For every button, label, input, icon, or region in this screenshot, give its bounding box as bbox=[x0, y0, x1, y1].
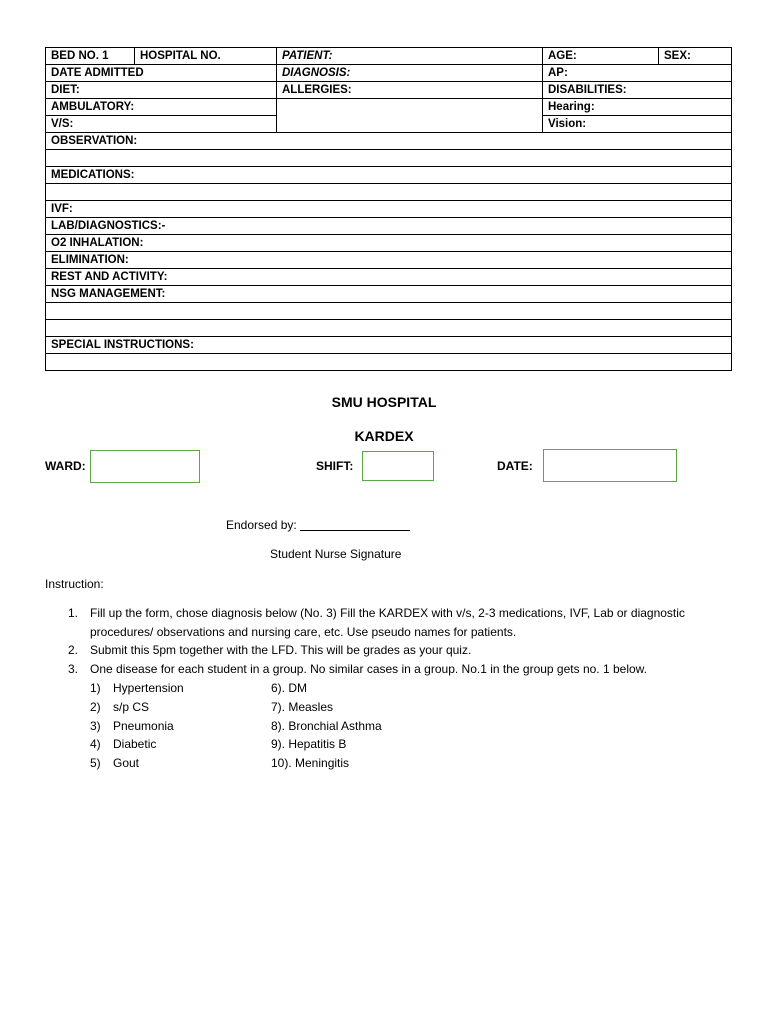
endorsed-by bbox=[226, 518, 410, 532]
list-item bbox=[90, 698, 382, 717]
step-number: 1. bbox=[68, 606, 79, 620]
table-row bbox=[46, 354, 732, 371]
signature-line[interactable] bbox=[300, 530, 410, 531]
blank-row[interactable] bbox=[46, 303, 732, 320]
disease-name-right: 6). DM bbox=[271, 681, 307, 695]
shift-input-box[interactable] bbox=[362, 451, 434, 481]
date-admitted-cell[interactable]: DATE ADMITTED bbox=[46, 65, 277, 82]
disease-name-right: 9). Hepatitis B bbox=[271, 737, 347, 752]
disease-name: Pneumonia bbox=[113, 718, 174, 733]
sex-cell[interactable]: SEX: bbox=[659, 48, 732, 65]
table-row bbox=[46, 218, 732, 235]
elimination-cell[interactable]: ELIMINATION: bbox=[46, 252, 732, 269]
disease-list bbox=[90, 679, 382, 773]
hospital-title: SMU HOSPITAL bbox=[331, 394, 437, 410]
kardex-table bbox=[45, 47, 732, 371]
table-row bbox=[46, 184, 732, 201]
disease-name-right: 8). Bronchial Asthma bbox=[271, 718, 382, 733]
list-item bbox=[68, 641, 728, 660]
step-number: 2. bbox=[68, 643, 79, 657]
step-text: One disease for each student in a group. No similar cases in a group. No.1 in the group gets no. 1 below. bbox=[90, 661, 647, 676]
rest-activity-cell[interactable]: REST AND ACTIVITY: bbox=[46, 269, 732, 286]
age-cell[interactable]: AGE: bbox=[543, 48, 659, 65]
disease-name: Diabetic bbox=[113, 737, 157, 752]
disease-number: 4) bbox=[90, 737, 101, 752]
blank-row[interactable] bbox=[46, 320, 732, 337]
table-row bbox=[46, 65, 732, 82]
ambulatory-cell[interactable]: AMBULATORY: bbox=[46, 99, 277, 116]
hospital-no-cell[interactable]: HOSPITAL NO. bbox=[135, 48, 277, 65]
blank-row[interactable] bbox=[46, 184, 732, 201]
step-text: Fill up the form, chose diagnosis below (No. 3) Fill the KARDEX with v/s, 2-3 medications, IVF, Lab or diagnostic procedures/ observations and nursing care, etc. Use pseudo names for patients. bbox=[90, 606, 685, 639]
vision-cell[interactable]: Vision: bbox=[543, 116, 732, 133]
table-row bbox=[46, 320, 732, 337]
o2-inhalation-cell[interactable]: O2 INHALATION: bbox=[46, 235, 732, 252]
table-row bbox=[46, 82, 732, 99]
table-row bbox=[46, 269, 732, 286]
instruction-label: Instruction: bbox=[45, 577, 104, 591]
special-instructions-cell[interactable]: SPECIAL INSTRUCTIONS: bbox=[46, 337, 732, 354]
endorsed-by-label: Endorsed by: bbox=[226, 518, 297, 532]
list-item bbox=[68, 604, 728, 641]
blank-cell[interactable] bbox=[277, 99, 543, 133]
list-item bbox=[68, 660, 728, 679]
table-row bbox=[46, 252, 732, 269]
instruction-steps bbox=[68, 604, 728, 678]
table-row bbox=[46, 303, 732, 320]
disease-number: 5) bbox=[90, 756, 101, 771]
medications-cell[interactable]: MEDICATIONS: bbox=[46, 167, 732, 184]
patient-cell[interactable]: PATIENT: bbox=[277, 48, 543, 65]
list-item bbox=[90, 735, 382, 754]
table-row bbox=[46, 48, 732, 65]
ward-label: WARD: bbox=[45, 459, 86, 473]
list-item bbox=[90, 754, 382, 773]
disease-number: 2) bbox=[90, 699, 101, 714]
hearing-cell[interactable]: Hearing: bbox=[543, 99, 732, 116]
ivf-cell[interactable]: IVF: bbox=[46, 201, 732, 218]
date-label: DATE: bbox=[497, 459, 533, 473]
disease-number: 1) bbox=[90, 681, 101, 695]
date-input-box[interactable] bbox=[543, 449, 677, 482]
table-row bbox=[46, 99, 732, 116]
disease-number: 3) bbox=[90, 718, 101, 733]
bed-no-cell[interactable]: BED NO. 1 bbox=[46, 48, 135, 65]
shift-label: SHIFT: bbox=[316, 459, 354, 473]
table-row bbox=[46, 235, 732, 252]
allergies-cell[interactable]: ALLERGIES: bbox=[277, 82, 543, 99]
list-item bbox=[90, 679, 382, 698]
step-text: Submit this 5pm together with the LFD. This will be grades as your quiz. bbox=[90, 643, 472, 657]
form-title: KARDEX bbox=[354, 428, 414, 444]
table-row bbox=[46, 201, 732, 218]
disease-name-right: 10). Meningitis bbox=[271, 756, 350, 771]
vs-cell[interactable]: V/S: bbox=[46, 116, 277, 133]
ap-cell[interactable]: AP: bbox=[543, 65, 732, 82]
disease-name: Gout bbox=[113, 756, 140, 771]
table-row bbox=[46, 150, 732, 167]
observation-cell[interactable]: OBSERVATION: bbox=[46, 133, 732, 150]
diet-cell[interactable]: DIET: bbox=[46, 82, 277, 99]
table-row bbox=[46, 133, 732, 150]
ward-input-box[interactable] bbox=[90, 450, 200, 483]
disease-name: s/p CS bbox=[113, 699, 150, 714]
disease-name-right: 7). Measles bbox=[271, 699, 334, 714]
blank-row[interactable] bbox=[46, 150, 732, 167]
blank-row[interactable] bbox=[46, 354, 732, 371]
table-row bbox=[46, 167, 732, 184]
list-item bbox=[90, 717, 382, 736]
diagnosis-cell[interactable]: DIAGNOSIS: bbox=[277, 65, 543, 82]
nsg-management-cell[interactable]: NSG MANAGEMENT: bbox=[46, 286, 732, 303]
lab-diagnostics-cell[interactable]: LAB/DIAGNOSTICS:- bbox=[46, 218, 732, 235]
step-number: 3. bbox=[68, 661, 79, 676]
signature-caption: Student Nurse Signature bbox=[270, 547, 402, 561]
table-row bbox=[46, 337, 732, 354]
disease-name: Hypertension bbox=[113, 681, 184, 695]
disabilities-cell[interactable]: DISABILITIES: bbox=[543, 82, 732, 99]
table-row bbox=[46, 286, 732, 303]
